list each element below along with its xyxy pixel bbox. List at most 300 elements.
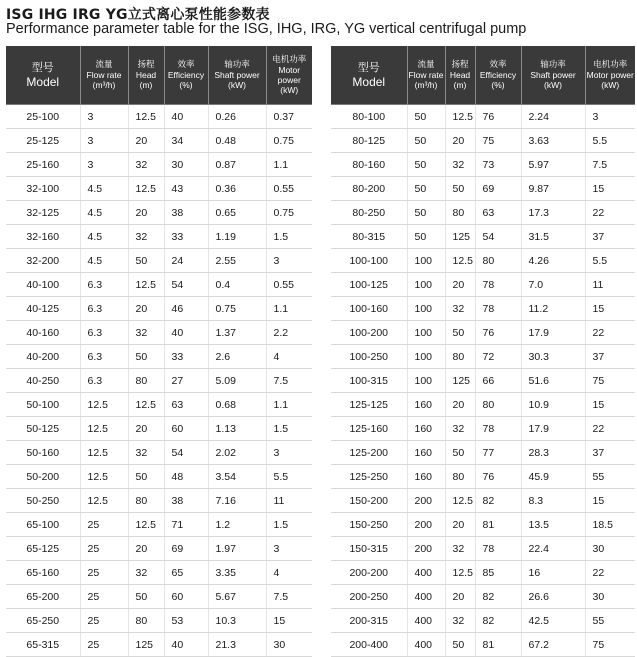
cell-head: 50	[445, 177, 475, 201]
cell-motor-power: 0.55	[266, 273, 312, 297]
table-title-chinese: ISG IHG IRG YG立式离心泵性能参数表	[6, 7, 270, 23]
cell-flow-rate: 12.5	[80, 417, 128, 441]
cell-flow-rate: 200	[407, 513, 445, 537]
cell-efficiency: 34	[164, 129, 208, 153]
cell-head: 80	[445, 465, 475, 489]
cell-model: 80-315	[331, 225, 407, 249]
cell-model: 65-315	[6, 633, 80, 657]
header-motor-en: Motor power	[586, 70, 634, 80]
cell-efficiency: 77	[475, 441, 521, 465]
table-row	[6, 393, 312, 417]
cell-flow-rate: 12.5	[80, 441, 128, 465]
cell-motor-power: 7.5	[266, 585, 312, 609]
cell-shaft-power: 1.19	[208, 225, 266, 249]
header-eff-unit: (%)	[179, 80, 193, 90]
table-row	[331, 105, 635, 129]
cell-head: 20	[128, 129, 164, 153]
cell-model: 65-250	[6, 609, 80, 633]
cell-flow-rate: 4.5	[80, 249, 128, 273]
cell-shaft-power: 28.3	[521, 441, 585, 465]
header-model-en: Model	[26, 75, 60, 89]
cell-efficiency: 75	[475, 129, 521, 153]
cell-efficiency: 63	[164, 393, 208, 417]
cell-shaft-power: 3.35	[208, 561, 266, 585]
cell-head: 20	[445, 585, 475, 609]
table-row	[6, 345, 312, 369]
cell-model: 50-100	[6, 393, 80, 417]
cell-model: 32-200	[6, 249, 80, 273]
table-row	[331, 249, 635, 273]
header-flow-rate	[80, 46, 128, 105]
table-row	[331, 537, 635, 561]
cell-flow-rate: 160	[407, 465, 445, 489]
cell-head: 12.5	[128, 105, 164, 129]
cell-shaft-power: 42.5	[521, 609, 585, 633]
cell-model: 32-125	[6, 201, 80, 225]
table-row	[331, 489, 635, 513]
cell-shaft-power: 0.36	[208, 177, 266, 201]
cell-shaft-power: 51.6	[521, 369, 585, 393]
header-motor-unit: (kW)	[280, 85, 299, 95]
cell-flow-rate: 3	[80, 129, 128, 153]
cell-model: 50-200	[6, 465, 80, 489]
header-shaft-en: Shaft power	[530, 70, 576, 80]
table-body-right	[331, 105, 635, 657]
cell-head: 50	[128, 345, 164, 369]
table-row	[6, 129, 312, 153]
header-head-en: Head	[135, 70, 157, 80]
cell-shaft-power: 0.75	[208, 297, 266, 321]
cell-model: 65-125	[6, 537, 80, 561]
cell-flow-rate: 25	[80, 513, 128, 537]
table-row	[6, 177, 312, 201]
cell-head: 32	[128, 321, 164, 345]
header-flow-rate	[407, 46, 445, 105]
cell-head: 20	[445, 129, 475, 153]
cell-model: 100-100	[331, 249, 407, 273]
cell-shaft-power: 1.2	[208, 513, 266, 537]
cell-flow-rate: 4.5	[80, 177, 128, 201]
table-row	[6, 489, 312, 513]
cell-efficiency: 82	[475, 585, 521, 609]
header-shaft-power	[521, 46, 585, 105]
header-eff-cn: 效率	[177, 60, 195, 70]
cell-flow-rate: 6.3	[80, 321, 128, 345]
cell-model: 100-200	[331, 321, 407, 345]
cell-motor-power: 3	[585, 105, 635, 129]
cell-flow-rate: 50	[407, 105, 445, 129]
table-row	[6, 153, 312, 177]
cell-model: 100-250	[331, 345, 407, 369]
cell-model: 40-125	[6, 297, 80, 321]
cell-model: 125-200	[331, 441, 407, 465]
header-motor-en: Motor power	[277, 65, 301, 85]
cell-flow-rate: 4.5	[80, 201, 128, 225]
cell-efficiency: 81	[475, 513, 521, 537]
cell-shaft-power: 5.97	[521, 153, 585, 177]
cell-motor-power: 30	[585, 537, 635, 561]
cell-shaft-power: 0.48	[208, 129, 266, 153]
cell-motor-power: 2.2	[266, 321, 312, 345]
cell-shaft-power: 16	[521, 561, 585, 585]
cell-shaft-power: 3.54	[208, 465, 266, 489]
cell-motor-power: 30	[585, 585, 635, 609]
cell-efficiency: 27	[164, 369, 208, 393]
parameter-table-right	[331, 46, 635, 657]
table-row	[331, 321, 635, 345]
cell-shaft-power: 2.24	[521, 105, 585, 129]
cell-motor-power: 15	[585, 489, 635, 513]
cell-flow-rate: 100	[407, 345, 445, 369]
cell-motor-power: 75	[585, 633, 635, 657]
cell-model: 100-315	[331, 369, 407, 393]
cell-head: 12.5	[445, 561, 475, 585]
cell-shaft-power: 7.16	[208, 489, 266, 513]
cell-efficiency: 85	[475, 561, 521, 585]
cell-head: 80	[128, 489, 164, 513]
header-motor-cn: 电机功率	[593, 60, 628, 70]
cell-flow-rate: 160	[407, 441, 445, 465]
cell-shaft-power: 13.5	[521, 513, 585, 537]
cell-motor-power: 3	[266, 249, 312, 273]
cell-model: 80-200	[331, 177, 407, 201]
cell-shaft-power: 0.26	[208, 105, 266, 129]
cell-head: 20	[128, 201, 164, 225]
header-flow-cn: 流量	[417, 60, 435, 70]
table-row	[331, 393, 635, 417]
cell-head: 12.5	[128, 273, 164, 297]
cell-shaft-power: 3.63	[521, 129, 585, 153]
table-row	[6, 441, 312, 465]
cell-model: 100-160	[331, 297, 407, 321]
cell-head: 20	[445, 513, 475, 537]
cell-motor-power: 5.5	[585, 249, 635, 273]
cell-flow-rate: 25	[80, 609, 128, 633]
cell-model: 25-125	[6, 129, 80, 153]
cell-flow-rate: 160	[407, 393, 445, 417]
table-row	[6, 585, 312, 609]
table-row	[6, 201, 312, 225]
cell-head: 32	[128, 561, 164, 585]
table-title-english: Performance parameter table for the ISG, IHG, IRG, YG vertical centrifugal pump	[6, 21, 527, 37]
cell-flow-rate: 6.3	[80, 369, 128, 393]
cell-head: 125	[445, 369, 475, 393]
cell-shaft-power: 5.09	[208, 369, 266, 393]
cell-model: 25-160	[6, 153, 80, 177]
cell-efficiency: 69	[164, 537, 208, 561]
cell-flow-rate: 400	[407, 609, 445, 633]
cell-model: 150-200	[331, 489, 407, 513]
cell-shaft-power: 0.65	[208, 201, 266, 225]
cell-flow-rate: 3	[80, 153, 128, 177]
table-row	[331, 177, 635, 201]
cell-shaft-power: 10.9	[521, 393, 585, 417]
cell-model: 125-250	[331, 465, 407, 489]
header-model-cn: 型号	[357, 61, 380, 74]
header-model-cn: 型号	[31, 61, 54, 74]
header-efficiency	[164, 46, 208, 105]
cell-motor-power: 1.1	[266, 297, 312, 321]
table-row	[331, 465, 635, 489]
table-row	[6, 561, 312, 585]
cell-motor-power: 1.1	[266, 393, 312, 417]
header-head-en: Head	[449, 70, 471, 80]
cell-efficiency: 76	[475, 465, 521, 489]
cell-motor-power: 30	[266, 633, 312, 657]
cell-head: 12.5	[128, 513, 164, 537]
table-row	[6, 321, 312, 345]
cell-flow-rate: 4.5	[80, 225, 128, 249]
cell-head: 32	[445, 297, 475, 321]
cell-flow-rate: 100	[407, 297, 445, 321]
cell-motor-power: 0.75	[266, 201, 312, 225]
header-head-unit: (m)	[139, 80, 153, 90]
cell-head: 20	[128, 417, 164, 441]
table-row	[6, 369, 312, 393]
table-row	[331, 297, 635, 321]
cell-model: 200-250	[331, 585, 407, 609]
cell-efficiency: 76	[475, 105, 521, 129]
cell-shaft-power: 9.87	[521, 177, 585, 201]
cell-motor-power: 1.5	[266, 225, 312, 249]
header-eff-en: Efficiency	[479, 70, 517, 80]
cell-motor-power: 22	[585, 417, 635, 441]
cell-flow-rate: 50	[407, 225, 445, 249]
cell-motor-power: 4	[266, 345, 312, 369]
cell-head: 12.5	[128, 393, 164, 417]
cell-flow-rate: 6.3	[80, 345, 128, 369]
cell-efficiency: 53	[164, 609, 208, 633]
cell-motor-power: 11	[585, 273, 635, 297]
cell-motor-power: 7.5	[266, 369, 312, 393]
cell-efficiency: 65	[164, 561, 208, 585]
cell-head: 80	[445, 201, 475, 225]
table-row	[6, 537, 312, 561]
cell-shaft-power: 67.2	[521, 633, 585, 657]
cell-shaft-power: 2.02	[208, 441, 266, 465]
cell-model: 200-400	[331, 633, 407, 657]
cell-head: 50	[128, 249, 164, 273]
header-head-cn: 扬程	[137, 60, 155, 70]
cell-efficiency: 54	[164, 441, 208, 465]
cell-flow-rate: 3	[80, 105, 128, 129]
cell-shaft-power: 8.3	[521, 489, 585, 513]
cell-efficiency: 66	[475, 369, 521, 393]
header-shaft-power	[208, 46, 266, 105]
cell-shaft-power: 11.2	[521, 297, 585, 321]
table-row	[331, 633, 635, 657]
header-model-en: Model	[352, 75, 386, 89]
cell-head: 32	[445, 153, 475, 177]
cell-head: 32	[445, 609, 475, 633]
table-header-row	[6, 46, 312, 105]
header-eff-unit: (%)	[491, 80, 505, 90]
cell-shaft-power: 31.5	[521, 225, 585, 249]
cell-head: 125	[445, 225, 475, 249]
cell-flow-rate: 400	[407, 633, 445, 657]
cell-efficiency: 78	[475, 537, 521, 561]
cell-model: 80-125	[331, 129, 407, 153]
header-motor-unit: (kW)	[601, 80, 620, 90]
cell-model: 125-125	[331, 393, 407, 417]
cell-model: 50-250	[6, 489, 80, 513]
cell-flow-rate: 100	[407, 249, 445, 273]
cell-efficiency: 78	[475, 273, 521, 297]
table-row	[6, 465, 312, 489]
cell-efficiency: 60	[164, 585, 208, 609]
cell-efficiency: 82	[475, 609, 521, 633]
cell-motor-power: 11	[266, 489, 312, 513]
table-row	[331, 153, 635, 177]
parameter-table-left	[6, 46, 312, 657]
cell-motor-power: 15	[585, 393, 635, 417]
cell-shaft-power: 0.4	[208, 273, 266, 297]
cell-efficiency: 78	[475, 297, 521, 321]
cell-shaft-power: 26.6	[521, 585, 585, 609]
header-flow-cn: 流量	[95, 60, 113, 70]
table-row	[331, 369, 635, 393]
cell-motor-power: 15	[585, 297, 635, 321]
header-motor-power	[266, 46, 312, 105]
cell-model: 25-100	[6, 105, 80, 129]
cell-head: 50	[128, 465, 164, 489]
cell-model: 80-100	[331, 105, 407, 129]
header-shaft-en: Shaft power	[214, 70, 260, 80]
cell-model: 40-100	[6, 273, 80, 297]
table-row	[6, 105, 312, 129]
cell-shaft-power: 5.67	[208, 585, 266, 609]
header-flow-unit: (m³/h)	[92, 80, 116, 90]
table-row	[331, 513, 635, 537]
header-motor-power	[585, 46, 635, 105]
cell-flow-rate: 25	[80, 585, 128, 609]
cell-shaft-power: 2.55	[208, 249, 266, 273]
cell-model: 32-100	[6, 177, 80, 201]
cell-head: 12.5	[445, 105, 475, 129]
cell-model: 100-125	[331, 273, 407, 297]
header-eff-en: Efficiency	[167, 70, 205, 80]
cell-efficiency: 33	[164, 225, 208, 249]
header-shaft-cn: 轴功率	[540, 60, 566, 70]
cell-efficiency: 54	[475, 225, 521, 249]
cell-efficiency: 60	[164, 417, 208, 441]
cell-efficiency: 54	[164, 273, 208, 297]
cell-motor-power: 0.37	[266, 105, 312, 129]
cell-head: 50	[445, 633, 475, 657]
cell-head: 32	[128, 225, 164, 249]
header-efficiency	[475, 46, 521, 105]
cell-motor-power: 1.5	[266, 417, 312, 441]
cell-shaft-power: 1.37	[208, 321, 266, 345]
table-row	[6, 273, 312, 297]
cell-head: 80	[128, 369, 164, 393]
cell-head: 20	[445, 273, 475, 297]
cell-motor-power: 55	[585, 465, 635, 489]
cell-efficiency: 72	[475, 345, 521, 369]
cell-shaft-power: 17.3	[521, 201, 585, 225]
cell-model: 65-160	[6, 561, 80, 585]
cell-head: 32	[128, 441, 164, 465]
cell-flow-rate: 200	[407, 537, 445, 561]
header-flow-en: Flow rate	[408, 70, 444, 80]
cell-flow-rate: 200	[407, 489, 445, 513]
cell-flow-rate: 6.3	[80, 297, 128, 321]
cell-flow-rate: 400	[407, 561, 445, 585]
cell-model: 65-100	[6, 513, 80, 537]
cell-motor-power: 22	[585, 561, 635, 585]
table-header-row	[331, 46, 635, 105]
cell-efficiency: 24	[164, 249, 208, 273]
cell-motor-power: 3	[266, 441, 312, 465]
cell-efficiency: 81	[475, 633, 521, 657]
cell-model: 40-200	[6, 345, 80, 369]
table-row	[6, 513, 312, 537]
cell-shaft-power: 21.3	[208, 633, 266, 657]
cell-motor-power: 0.75	[266, 129, 312, 153]
cell-motor-power: 3	[266, 537, 312, 561]
table-row	[331, 441, 635, 465]
cell-flow-rate: 160	[407, 417, 445, 441]
table-row	[331, 201, 635, 225]
cell-shaft-power: 1.97	[208, 537, 266, 561]
cell-head: 12.5	[445, 249, 475, 273]
cell-efficiency: 46	[164, 297, 208, 321]
cell-head: 20	[128, 537, 164, 561]
cell-motor-power: 75	[585, 369, 635, 393]
cell-flow-rate: 25	[80, 537, 128, 561]
header-model	[331, 46, 407, 105]
cell-flow-rate: 50	[407, 177, 445, 201]
cell-model: 32-160	[6, 225, 80, 249]
cell-motor-power: 18.5	[585, 513, 635, 537]
cell-efficiency: 73	[475, 153, 521, 177]
cell-model: 80-250	[331, 201, 407, 225]
cell-head: 32	[445, 417, 475, 441]
cell-motor-power: 22	[585, 201, 635, 225]
cell-motor-power: 37	[585, 345, 635, 369]
table-row	[331, 345, 635, 369]
cell-shaft-power: 10.3	[208, 609, 266, 633]
cell-motor-power: 15	[266, 609, 312, 633]
header-motor-cn: 电机功率	[272, 55, 307, 65]
cell-model: 200-315	[331, 609, 407, 633]
cell-flow-rate: 50	[407, 129, 445, 153]
cell-shaft-power: 17.9	[521, 417, 585, 441]
cell-efficiency: 78	[475, 417, 521, 441]
table-row	[6, 249, 312, 273]
cell-efficiency: 38	[164, 201, 208, 225]
cell-shaft-power: 1.13	[208, 417, 266, 441]
cell-efficiency: 63	[475, 201, 521, 225]
cell-motor-power: 15	[585, 177, 635, 201]
cell-model: 150-250	[331, 513, 407, 537]
table-row	[331, 609, 635, 633]
header-flow-en: Flow rate	[86, 70, 122, 80]
header-shaft-unit: (kW)	[544, 80, 562, 90]
header-head-cn: 扬程	[451, 60, 469, 70]
cell-flow-rate: 25	[80, 561, 128, 585]
cell-head: 20	[128, 297, 164, 321]
cell-model: 150-315	[331, 537, 407, 561]
table-row	[331, 417, 635, 441]
table-row	[331, 225, 635, 249]
cell-flow-rate: 12.5	[80, 489, 128, 513]
table-body-left	[6, 105, 312, 657]
cell-efficiency: 40	[164, 633, 208, 657]
cell-flow-rate: 12.5	[80, 465, 128, 489]
cell-flow-rate: 400	[407, 585, 445, 609]
cell-motor-power: 22	[585, 321, 635, 345]
